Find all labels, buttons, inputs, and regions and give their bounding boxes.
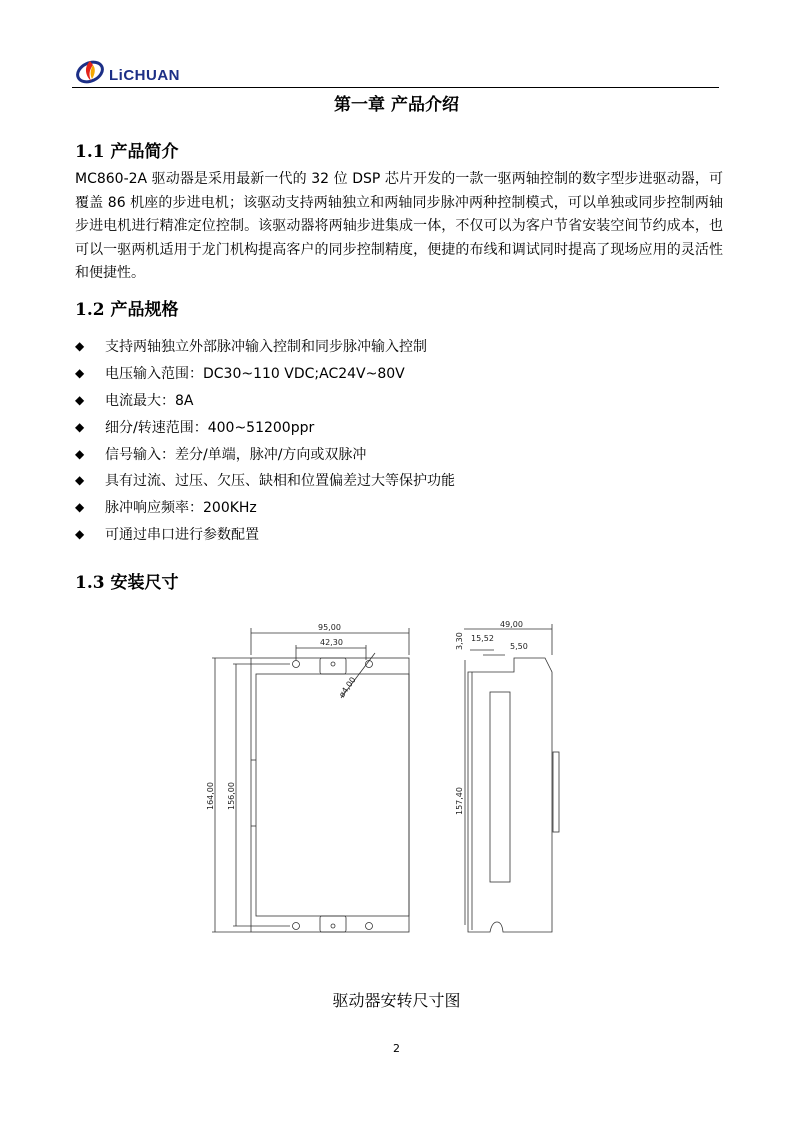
section-heading-intro: 1.1 产品简介	[75, 142, 179, 162]
dim-side-height: 157,40	[455, 787, 464, 815]
diamond-bullet-icon: ◆	[75, 366, 85, 381]
list-item: ◆ 细分/转速范围：400~51200ppr	[75, 419, 315, 436]
section-heading-specs: 1.2 产品规格	[75, 300, 179, 320]
dim-hole-diameter: ø4,00	[337, 675, 358, 700]
side-view	[464, 624, 559, 932]
list-item: ◆ 具有过流、过压、欠压、缺相和位置偏差过大等保护功能	[75, 473, 455, 490]
front-view	[212, 628, 409, 932]
list-item: ◆ 脉冲响应频率：200KHz	[75, 500, 257, 517]
list-item: ◆ 支持两轴独立外部脉冲输入控制和同步脉冲输入控制	[75, 339, 427, 356]
dim-slot-position: 15,52	[471, 634, 494, 643]
list-item: ◆ 电流最大：8A	[75, 392, 194, 409]
diamond-bullet-icon: ◆	[75, 419, 85, 434]
figure-caption: 驱动器安转尺寸图	[332, 991, 461, 1010]
dim-hole-spacing: 42,30	[320, 638, 343, 647]
list-item: ◆ 电压输入范围：DC30~110 VDC;AC24V~80V	[75, 366, 405, 383]
diamond-bullet-icon: ◆	[75, 473, 85, 488]
intro-paragraph: MC860-2A 驱动器是采用最新一代的 32 位 DSP 芯片开发的一款一驱两轴控制的数字型步进驱动器，可覆盖 86 机座的步进电机；该驱动支持两轴独立和两轴同步脉冲两种控制模式，可以单独或同步控制两轴步进电机进行精准定位控制。该驱动器将两轴步进集成一体，不仅可以为客户节省安装空间节约成本，也可以一驱两机适用于龙门机构提高客户的同步控制精度，便捷的布线和调试同时提高了现场应用的灵活性和便捷性。	[75, 171, 723, 281]
diamond-bullet-icon: ◆	[75, 446, 85, 461]
dim-top-offset: 3,30	[455, 632, 464, 650]
diamond-bullet-icon: ◆	[75, 500, 85, 515]
dim-height: 164,00	[206, 782, 215, 810]
diamond-bullet-icon: ◆	[75, 526, 85, 541]
list-item: ◆ 可通过串口进行参数配置	[75, 526, 259, 543]
list-item: ◆ 信号输入：差分/单端，脉冲/方向或双脉冲	[75, 446, 367, 463]
dim-slot-width: 5,50	[510, 642, 528, 651]
logo-text: LiCHUAN	[109, 66, 180, 84]
dim-width: 95,00	[318, 623, 341, 632]
diamond-bullet-icon: ◆	[75, 339, 85, 354]
diamond-bullet-icon: ◆	[75, 392, 85, 407]
dim-inner-height: 156,00	[227, 782, 236, 810]
page-number: 2	[393, 1042, 400, 1055]
section-heading-dimensions: 1.3 安装尺寸	[75, 573, 179, 593]
chapter-title: 第一章 产品介绍	[334, 95, 459, 115]
dim-depth: 49,00	[500, 620, 523, 629]
dimension-labels	[206, 620, 528, 815]
